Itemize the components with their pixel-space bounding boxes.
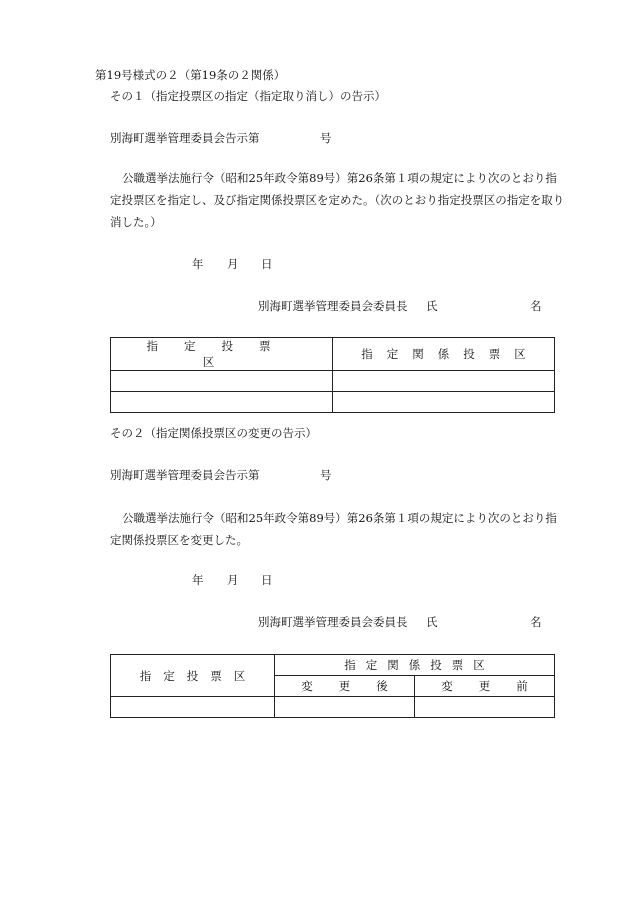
table-cell: [111, 392, 333, 413]
subheader-label: 変更前: [441, 679, 554, 693]
section2-notice-suffix: 号: [320, 468, 332, 482]
table-row: [111, 392, 555, 413]
section1-date-day: 日: [261, 257, 273, 271]
table-row: [111, 697, 555, 718]
section1-signer-title: 別海町選挙管理委員会委員長: [258, 299, 408, 313]
subheader-cell-after: [275, 676, 415, 697]
table-cell: [111, 371, 333, 392]
header-label: 指定投票区: [139, 668, 258, 683]
subheader-label: 変更後: [301, 679, 414, 693]
section2-notice-prefix: 別海町選挙管理委員会告示第: [110, 468, 260, 482]
section2-date-month: 月: [227, 573, 239, 587]
section2-body: 公職選挙法施行令（昭和25年政令第89号）第26条第１項の規定により次のとおり指定関係投票区を変更した。: [110, 511, 557, 547]
form-header: 第19号様式の２（第19条の２関係）: [95, 68, 286, 82]
section2-date-year: 年: [192, 573, 204, 587]
table-row: [111, 371, 555, 392]
section1-table: [110, 337, 555, 413]
section1-signer-mei: 名: [530, 299, 542, 313]
section1-body: 公職選挙法施行令（昭和25年政令第89号）第26条第１項の規定により次のとおり指定投票区を指定し、及び指定関係投票区を定めた。（次のとおり指定投票区の指定を取り消した。）: [110, 171, 565, 229]
header-cell-related-district: [333, 338, 555, 371]
table-cell: [333, 392, 555, 413]
table-header-row: [111, 655, 555, 676]
subheader-cell-before: [415, 676, 555, 697]
table-cell: [333, 371, 555, 392]
table-cell: [415, 697, 555, 718]
section2-title: その２（指定関係投票区の変更の告示）: [110, 426, 317, 440]
section1-title: その１（指定投票区の指定（指定取り消し）の告示）: [110, 89, 386, 103]
section2-signer-shi: 氏: [426, 615, 438, 629]
section1-notice-prefix: 別海町選挙管理委員会告示第: [110, 131, 260, 145]
table-cell: [275, 697, 415, 718]
header-cell-related-district-group: [275, 655, 555, 676]
section1-date-month: 月: [227, 257, 239, 271]
section1-date-year: 年: [192, 257, 204, 271]
table-cell: [111, 697, 275, 718]
header-cell-designated-district: [111, 338, 333, 371]
header-label: 指定関係投票区: [344, 658, 495, 672]
section2-table: [110, 654, 555, 718]
table-header-row: [111, 338, 555, 371]
header-cell-designated-district: [111, 655, 275, 697]
header-label: 指定関係投票区: [361, 347, 540, 361]
section2-signer-mei: 名: [530, 615, 542, 629]
section1-signer-shi: 氏: [426, 299, 438, 313]
header-label: 指定投票区: [146, 339, 297, 369]
section2-signer-title: 別海町選挙管理委員会委員長: [258, 615, 408, 629]
section2-date-day: 日: [261, 573, 273, 587]
section1-notice-suffix: 号: [320, 131, 332, 145]
